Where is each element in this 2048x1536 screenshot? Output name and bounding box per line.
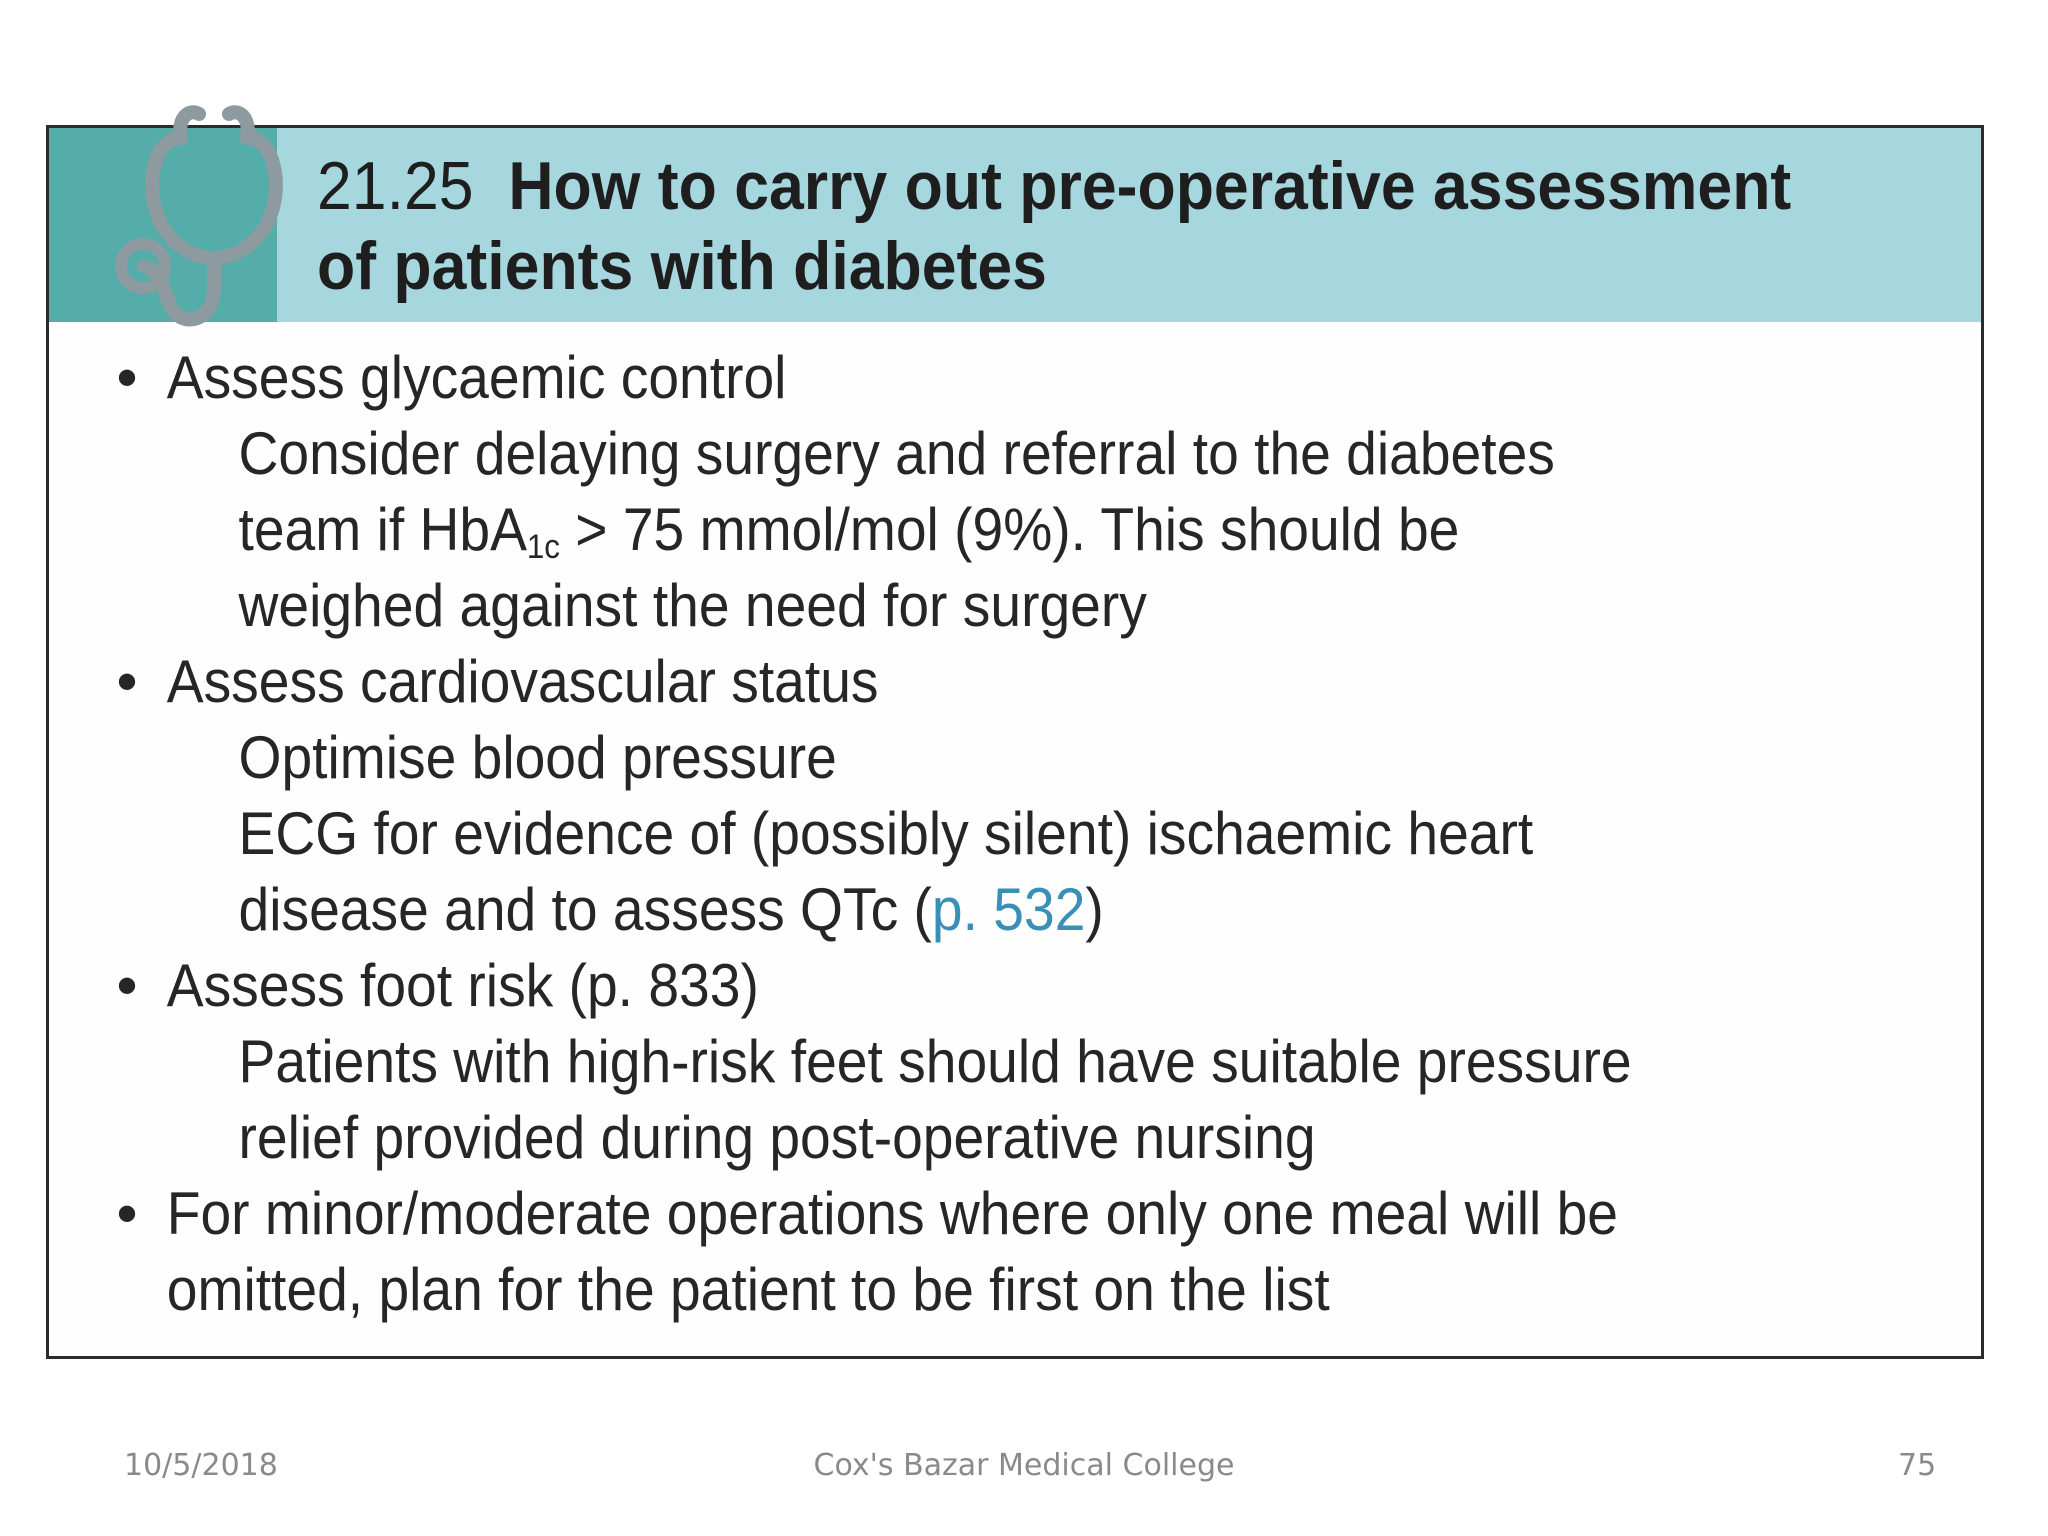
- hba1c-line: [49, 492, 1826, 568]
- hba1c-subscript: 1c: [526, 528, 560, 566]
- list-item-minor-operations: [49, 1176, 1981, 1328]
- bullet: •: [116, 648, 138, 715]
- page-link[interactable]: p. 532: [931, 876, 1086, 943]
- box-number: 21.25: [317, 148, 474, 224]
- stethoscope-icon: [119, 98, 329, 328]
- list-item-foot-risk: [49, 948, 1981, 1176]
- hba1c-suffix: > 75 mmol/mol (9%). This should be: [559, 496, 1460, 563]
- item-line: relief provided during post-operative nursing: [238, 1104, 1316, 1171]
- box-header: [49, 128, 1981, 322]
- box-title: [317, 146, 1811, 306]
- item-heading: Assess foot risk (p. 833): [166, 952, 759, 1019]
- bullet: •: [116, 952, 138, 1019]
- bullet-list: [49, 340, 1981, 1328]
- item-line: weighed against the need for surgery: [238, 572, 1147, 639]
- footer-date: 10/5/2018: [124, 1448, 278, 1483]
- item-heading: Assess glycaemic control: [166, 344, 787, 411]
- item-heading: Assess cardiovascular status: [166, 648, 879, 715]
- item-line: ECG for evidence of (possibly silent) ischaemic heart: [238, 800, 1534, 867]
- qtc-suffix: ): [1085, 876, 1104, 943]
- item-line: Patients with high-risk feet should have suitable pressure: [238, 1028, 1632, 1095]
- title-line-2: of patients with diabetes: [317, 228, 1047, 304]
- footer-institution: Cox's Bazar Medical College: [813, 1448, 1235, 1483]
- info-box: [46, 125, 1984, 1359]
- item-line: Consider delaying surgery and referral to the diabetes: [238, 420, 1555, 487]
- item-heading-cont: omitted, plan for the patient to be first on the list: [166, 1256, 1330, 1323]
- list-item-glycaemic: [49, 340, 1981, 644]
- qtc-line: [49, 872, 1826, 948]
- bullet: •: [116, 1180, 138, 1247]
- title-line-1: How to carry out pre-operative assessment: [508, 148, 1792, 224]
- list-item-cardiovascular: [49, 644, 1981, 948]
- footer-page-number: 75: [1898, 1448, 1937, 1483]
- item-heading: For minor/moderate operations where only one meal will be: [166, 1180, 1619, 1247]
- hba1c-prefix: team if HbA: [238, 496, 527, 563]
- item-line: Optimise blood pressure: [238, 724, 837, 791]
- qtc-prefix: disease and to assess QTc (: [238, 876, 932, 943]
- bullet: •: [116, 344, 138, 411]
